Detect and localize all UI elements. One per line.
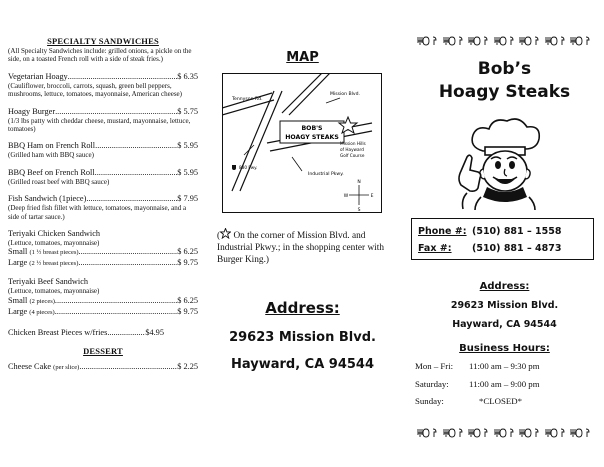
item-price: $ 7.95 — [177, 194, 198, 204]
size-note: (2 pieces) — [29, 297, 55, 305]
utensil-icon — [417, 425, 439, 443]
hours-row — [415, 361, 540, 371]
item-note: (per slice) — [53, 363, 80, 371]
specialty-note: (All Specialty Sandwiches include: grilled onions, a pickle on the side, on a toasted French roll with a side of steak fries.) — [8, 47, 192, 64]
hours-day: Saturday: — [415, 379, 449, 389]
map-label-freeway: 880 Fwy. — [239, 165, 258, 170]
map-label-brand-1: BOB'S — [301, 125, 323, 132]
size-label: Large — [8, 306, 28, 316]
svg-text:N: N — [357, 180, 361, 185]
fax-number: (510) 881 – 4873 — [472, 243, 562, 254]
item-description: (Lettuce, tomatoes, mayonnaise) — [8, 287, 100, 296]
item-price: $ 2.25 — [177, 361, 198, 371]
hours-time: 11:00 am – 9:00 pm — [469, 379, 540, 389]
address-line-1-right: 29623 Mission Blvd. — [450, 300, 559, 311]
size-label: Small — [8, 295, 28, 305]
hours-time: *CLOSED* — [479, 396, 523, 406]
utensil-icon — [417, 33, 439, 51]
item-price: $4.95 — [145, 327, 164, 337]
brand-column — [405, 0, 604, 467]
item-description: (Lettuce, tomatoes, mayonnaise) — [8, 239, 100, 248]
map-label-golf-3: Golf Course — [340, 153, 365, 158]
utensil-icon — [570, 425, 592, 443]
item-price: $ 6.25 — [177, 295, 198, 305]
hours-row — [415, 396, 522, 406]
item-description: (1/3 lbs patty with cheddar cheese, mustard, mayonnaise, lettuce, tomatoes) — [8, 116, 191, 134]
utensil-icon — [545, 425, 567, 443]
item-name: Hoagy Burger — [8, 106, 56, 116]
size-label: Small — [8, 247, 28, 257]
map-label-golf-2: of Hayward — [340, 147, 364, 152]
item-price: $ 6.25 — [177, 247, 198, 257]
svg-text:W: W — [343, 194, 349, 199]
utensil-icon — [468, 425, 490, 443]
map-label-industrial: Industrial Pkwy. — [308, 172, 344, 177]
item-description: (Deep fried fish fillet with lettuce, tomatoes, mayonnaise, and a side of tartar sauce.) — [8, 204, 187, 221]
item-name: Vegetarian Hoagy — [8, 71, 68, 81]
hours-day: Sunday: — [415, 396, 444, 406]
star-icon — [220, 228, 231, 239]
item-description: (Cauliflower, broccoli, carrots, squash, green bell peppers, mushrooms, lettuce, tomatoes, mayonnaise, American cheese) — [8, 81, 182, 99]
hours-day: Mon – Fri: — [415, 361, 454, 371]
utensil-icon — [468, 33, 490, 51]
address-heading: Address: — [265, 299, 340, 317]
item-name: Teriyaki Chicken Sandwich — [8, 229, 101, 239]
map-caption: ( On the corner of Mission Blvd. and Industrial Pkwy.; in the shopping center with Burger King.) — [217, 228, 397, 266]
map-label-brand-2: HOAGY STEAKS — [285, 134, 339, 141]
hours-time: 11:00 am – 9:30 pm — [469, 361, 540, 371]
utensil-icon — [519, 425, 541, 443]
item-price: $ 9.75 — [177, 306, 198, 316]
decor-border-top — [417, 33, 592, 51]
map-column — [205, 0, 400, 467]
compass-icon — [344, 179, 374, 213]
menu-item — [8, 194, 198, 221]
item-price: $ 5.95 — [177, 167, 198, 177]
size-label: Large — [8, 258, 28, 268]
size-note: (4 pieces) — [29, 308, 55, 316]
specialty-sandwiches-heading: SPECIALTY SANDWICHES — [47, 36, 159, 46]
item-price: $ 6.35 — [177, 71, 198, 81]
address-line-1: 29623 Mission Blvd. — [229, 330, 376, 345]
item-name: Cheese Cake — [8, 361, 52, 371]
menu-item-teriyaki-chicken — [8, 229, 198, 269]
item-name: BBQ Ham on French Roll — [8, 141, 96, 151]
decor-border-bottom — [417, 425, 592, 443]
chef-mascot-icon — [441, 115, 561, 210]
map-label-golf-1: Mission Hills — [340, 141, 366, 146]
menu-item — [8, 168, 198, 186]
svg-text:S: S — [357, 208, 361, 213]
item-description: (Grilled roast beef with BBQ sauce) — [8, 177, 110, 186]
phone-number: (510) 881 – 1558 — [472, 226, 562, 237]
freeway-shield-icon — [232, 165, 236, 170]
utensil-icon — [494, 425, 516, 443]
menu-item — [8, 141, 198, 159]
utensil-icon — [545, 33, 567, 51]
item-name: Teriyaki Beef Sandwich — [8, 277, 89, 287]
utensil-icon — [443, 425, 465, 443]
menu-item-teriyaki-beef — [8, 277, 198, 317]
business-hours-heading: Business Hours: — [459, 343, 550, 354]
dessert-heading: DESSERT — [83, 345, 123, 356]
utensil-icon — [570, 33, 592, 51]
svg-text:E: E — [370, 194, 374, 199]
item-price: $ 5.95 — [177, 141, 198, 151]
item-name: Chicken Breast Pieces w/fries — [8, 327, 108, 337]
item-name: BBQ Beef on French Roll — [8, 167, 95, 177]
map-title: MAP — [286, 50, 319, 65]
utensil-icon — [443, 33, 465, 51]
map-arrow — [326, 98, 340, 103]
size-note: (1 ½ breast pieces) — [29, 249, 79, 257]
phone-label: Phone #: — [418, 226, 467, 237]
menu-item — [8, 107, 198, 134]
location-map — [222, 73, 382, 213]
brand-subtitle: Hoagy Steaks — [438, 82, 571, 102]
menu-item — [8, 72, 198, 99]
utensil-icon — [519, 33, 541, 51]
menu-item-chicken-pieces — [8, 328, 198, 338]
map-label-tennyson: Tennyson Rd. — [232, 97, 263, 102]
brand-name: Bob’s — [477, 59, 532, 79]
mission-blvd-north — [282, 73, 322, 113]
address-line-2-right: Hayward, CA 94544 — [452, 319, 557, 330]
size-note: (2 ½ breast pieces) — [29, 260, 79, 268]
map-arrow — [292, 157, 302, 171]
map-arrow — [244, 145, 254, 155]
address-heading-right: Address: — [479, 281, 530, 292]
map-label-mission: Mission Blvd. — [330, 92, 361, 97]
item-price: $ 5.75 — [177, 106, 198, 116]
menu-item-dessert — [8, 362, 198, 373]
item-description: (Grilled ham with BBQ sauce) — [8, 151, 94, 160]
item-name: Fish Sandwich (1piece) — [8, 194, 87, 204]
address-line-2: Hayward, CA 94544 — [230, 357, 375, 372]
menu-column — [8, 36, 198, 373]
item-price: $ 9.75 — [177, 258, 198, 268]
fax-label: Fax #: — [418, 243, 452, 254]
utensil-icon — [494, 33, 516, 51]
contact-box — [411, 218, 594, 260]
hours-row — [415, 379, 540, 389]
